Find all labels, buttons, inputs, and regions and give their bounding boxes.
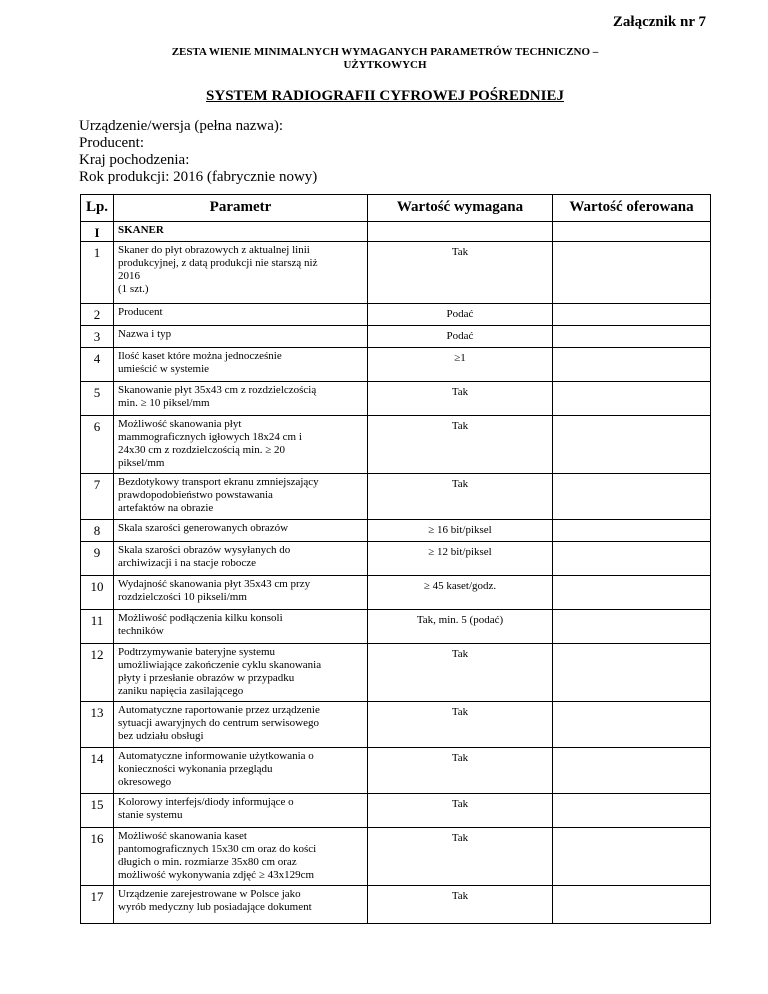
- parameter-line: możliwość wykonywania zdjęć ≥ 43x129cm: [118, 869, 315, 881]
- parameter-line: Ilość kaset które można jednocześnie: [118, 350, 282, 362]
- parameter-line: Wydajność skanowania płyt 35x43 cm przy: [118, 578, 311, 590]
- annex-label: Załącznik nr 7: [612, 14, 706, 30]
- row-required-value: Tak: [368, 644, 553, 702]
- heading-line-2: UŻYTKOWYCH: [343, 59, 427, 71]
- parameter-line: 24x30 cm z rozdzielczością min. ≥ 20: [118, 444, 286, 456]
- header-required: Wartość wymagana: [368, 195, 553, 222]
- row-lp: 13: [81, 702, 114, 748]
- table-row: [81, 886, 711, 924]
- parameter-line: Skanowanie płyt 35x43 cm z rozdzielczością: [118, 384, 317, 396]
- info-device: Urządzenie/wersja (pełna nazwa):: [79, 118, 284, 134]
- row-parameter: [114, 416, 368, 474]
- row-required-value: Podać: [368, 326, 553, 348]
- table-row: [81, 610, 711, 644]
- document-heading: [60, 46, 710, 72]
- parameter-line: Możliwość podłączenia kilku konsoli: [118, 612, 283, 624]
- section-offered-cell: [553, 222, 711, 242]
- row-parameter: [114, 326, 368, 348]
- parameter-line: umieścić w systemie: [118, 363, 210, 375]
- parameter-line: pantomograficznych 15x30 cm oraz do kości: [118, 843, 317, 855]
- row-offered-value[interactable]: [553, 886, 711, 924]
- row-lp: 1: [81, 242, 114, 304]
- parameter-line: rozdzielczości 10 pikseli/mm: [118, 591, 247, 603]
- parameter-line: 2016: [118, 270, 140, 282]
- table-row: [81, 326, 711, 348]
- row-parameter: [114, 576, 368, 610]
- parameters-table: [80, 194, 711, 924]
- row-required-value: Podać: [368, 304, 553, 326]
- table-row: [81, 416, 711, 474]
- row-offered-value[interactable]: [553, 304, 711, 326]
- table-row: [81, 644, 711, 702]
- row-parameter: [114, 828, 368, 886]
- info-producer: Producent:: [79, 135, 144, 151]
- row-required-value: Tak: [368, 748, 553, 794]
- row-parameter: [114, 520, 368, 542]
- parameter-line: Kolorowy interfejs/diody informujące o: [118, 796, 294, 808]
- row-offered-value[interactable]: [553, 474, 711, 520]
- row-lp: 10: [81, 576, 114, 610]
- row-required-value: Tak: [368, 382, 553, 416]
- row-parameter: [114, 382, 368, 416]
- row-parameter: [114, 644, 368, 702]
- parameter-line: umożliwiające zakończenie cyklu skanowania: [118, 659, 322, 671]
- parameter-line: Urządzenie zarejestrowane w Polsce jako: [118, 888, 301, 900]
- row-lp: 8: [81, 520, 114, 542]
- table-row: [81, 748, 711, 794]
- parameter-line: Możliwość skanowania płyt: [118, 418, 242, 430]
- parameter-line: prawdopodobieństwo powstawania: [118, 489, 273, 501]
- row-required-value: ≥ 45 kaset/godz.: [368, 576, 553, 610]
- section-row: [81, 222, 711, 242]
- table-row: [81, 348, 711, 382]
- parameter-line: okresowego: [118, 776, 172, 788]
- table-row: [81, 576, 711, 610]
- row-required-value: Tak: [368, 416, 553, 474]
- row-lp: 11: [81, 610, 114, 644]
- header-param: Parametr: [114, 195, 368, 222]
- row-offered-value[interactable]: [553, 576, 711, 610]
- row-required-value: Tak, min. 5 (podać): [368, 610, 553, 644]
- row-lp: 17: [81, 886, 114, 924]
- parameter-line: sytuacji awaryjnych do centrum serwisowego: [118, 717, 319, 729]
- row-lp: 12: [81, 644, 114, 702]
- row-offered-value[interactable]: [553, 416, 711, 474]
- table-row: [81, 382, 711, 416]
- row-lp: 7: [81, 474, 114, 520]
- row-required-value: Tak: [368, 886, 553, 924]
- row-parameter: [114, 794, 368, 828]
- row-lp: 16: [81, 828, 114, 886]
- row-parameter: [114, 242, 368, 304]
- parameter-line: Skala szarości obrazów wysyłanych do: [118, 544, 291, 556]
- parameter-line: mammograficznych igłowych 18x24 cm i: [118, 431, 302, 443]
- parameter-line: archiwizacji i na stacje robocze: [118, 557, 257, 569]
- section-label: SKANER: [114, 222, 368, 242]
- parameter-line: produkcyjnej, z datą produkcji nie starszą niż: [118, 257, 318, 269]
- parameter-line: Skala szarości generowanych obrazów: [118, 522, 289, 534]
- parameter-line: (1 szt.): [118, 283, 149, 295]
- row-lp: 14: [81, 748, 114, 794]
- row-offered-value[interactable]: [553, 794, 711, 828]
- row-offered-value[interactable]: [553, 326, 711, 348]
- table-row: [81, 794, 711, 828]
- table-row: [81, 520, 711, 542]
- header-lp: Lp.: [81, 195, 114, 222]
- info-country: Kraj pochodzenia:: [79, 152, 190, 168]
- parameter-line: Podtrzymywanie bateryjne systemu: [118, 646, 276, 658]
- row-offered-value[interactable]: [553, 748, 711, 794]
- parameter-line: wyrób medyczny lub posiadające dokument: [118, 901, 312, 913]
- parameter-line: stanie systemu: [118, 809, 183, 821]
- parameter-line: Producent: [118, 306, 163, 318]
- info-year: Rok produkcji: 2016 (fabrycznie nowy): [79, 169, 318, 185]
- parameter-line: konieczności wykonania przeglądu: [118, 763, 273, 775]
- table-row: [81, 702, 711, 748]
- row-parameter: [114, 304, 368, 326]
- parameter-line: Możliwość skanowania kaset: [118, 830, 247, 842]
- parameter-line: długich o min. rozmiarze 35x80 cm oraz: [118, 856, 297, 868]
- row-required-value: Tak: [368, 242, 553, 304]
- parameter-line: techników: [118, 625, 164, 637]
- row-lp: 9: [81, 542, 114, 576]
- section-lp: I: [81, 222, 114, 242]
- row-lp: 2: [81, 304, 114, 326]
- row-required-value: Tak: [368, 474, 553, 520]
- row-offered-value[interactable]: [553, 520, 711, 542]
- row-lp: 15: [81, 794, 114, 828]
- row-required-value: Tak: [368, 828, 553, 886]
- row-lp: 6: [81, 416, 114, 474]
- row-lp: 5: [81, 382, 114, 416]
- row-parameter: [114, 610, 368, 644]
- row-offered-value[interactable]: [553, 542, 711, 576]
- section-required-cell: [368, 222, 553, 242]
- parameter-line: min. ≥ 10 piksel/mm: [118, 397, 210, 409]
- parameter-line: Nazwa i typ: [118, 328, 172, 340]
- table-row: [81, 474, 711, 520]
- row-offered-value[interactable]: [553, 242, 711, 304]
- row-offered-value[interactable]: [553, 348, 711, 382]
- parameter-line: bez udziału obsługi: [118, 730, 204, 742]
- document-title: SYSTEM RADIOGRAFII CYFROWEJ POŚREDNIEJ: [206, 88, 564, 104]
- device-info: [79, 118, 317, 186]
- parameter-line: płyty i przesłanie obrazów w przypadku: [118, 672, 295, 684]
- table-row: [81, 304, 711, 326]
- row-parameter: [114, 748, 368, 794]
- row-parameter: [114, 702, 368, 748]
- parameter-line: Automatyczne informowanie użytkowania o: [118, 750, 314, 762]
- parameter-line: artefaktów na obrazie: [118, 502, 214, 514]
- parameter-line: piksel/mm: [118, 457, 165, 469]
- table-row: [81, 542, 711, 576]
- row-required-value: ≥ 16 bit/piksel: [368, 520, 553, 542]
- row-offered-value[interactable]: [553, 610, 711, 644]
- row-required-value: ≥ 12 bit/piksel: [368, 542, 553, 576]
- row-required-value: ≥1: [368, 348, 553, 382]
- row-parameter: [114, 348, 368, 382]
- row-lp: 4: [81, 348, 114, 382]
- row-required-value: Tak: [368, 702, 553, 748]
- parameter-line: zaniku napięcia zasilającego: [118, 685, 244, 697]
- table-row: [81, 828, 711, 886]
- row-offered-value[interactable]: [553, 382, 711, 416]
- table-row: [81, 242, 711, 304]
- row-offered-value[interactable]: [553, 702, 711, 748]
- row-offered-value[interactable]: [553, 828, 711, 886]
- parameter-line: Bezdotykowy transport ekranu zmniejszający: [118, 476, 319, 488]
- parameter-line: Automatyczne raportowanie przez urządzenie: [118, 704, 320, 716]
- row-parameter: [114, 886, 368, 924]
- parameter-line: Skaner do płyt obrazowych z aktualnej linii: [118, 244, 310, 256]
- row-parameter: [114, 542, 368, 576]
- row-required-value: Tak: [368, 794, 553, 828]
- row-offered-value[interactable]: [553, 644, 711, 702]
- header-offered: Wartość oferowana: [553, 195, 711, 222]
- row-parameter: [114, 474, 368, 520]
- row-lp: 3: [81, 326, 114, 348]
- table-header-row: [81, 195, 711, 222]
- heading-line-1: ZESTA WIENIE MINIMALNYCH WYMAGANYCH PARAMETRÓW TECHNICZNO –: [171, 46, 599, 58]
